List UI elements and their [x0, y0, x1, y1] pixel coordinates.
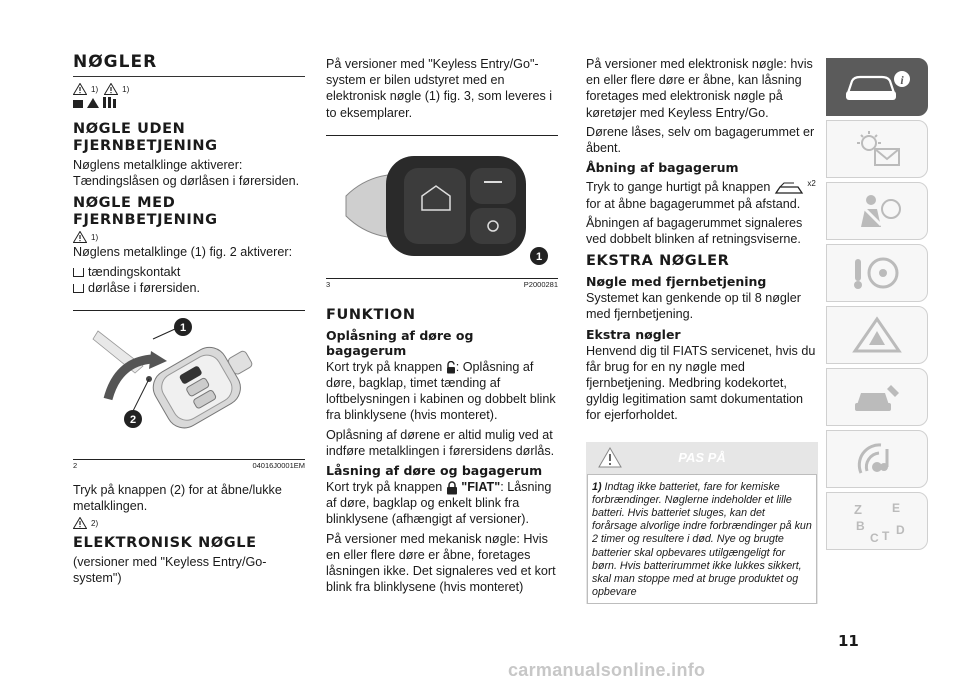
heading-funktion: FUNKTION — [326, 306, 416, 323]
heading-ekstra-nogler: Ekstra nøgler — [586, 326, 681, 342]
text-span: Kort tryk på knappen — [326, 359, 443, 374]
paragraph — [326, 479, 558, 528]
index-letter: Z — [854, 502, 862, 517]
text-span: : Oplåsning af døre, bagklap, timet tænding af loftbelysningen i kabinen og dobbelt blink fra blinklysene (hvis monteret). — [326, 359, 556, 423]
tab-warning-lights[interactable] — [826, 120, 928, 178]
heading-oplasning: Oplåsning af døre og bagagerum — [326, 327, 474, 358]
maintenance-icon — [847, 377, 907, 417]
warning-text: Indtag ikke batteriet, fare for kemiske forbrændinger. Nøglerne indeholder et lille batteri. Hvis batteriet sluges, kan det forårsage alvorlige indre forbrændinger på kun 2 timer og resultere i død. Nye og brugte batterier skal opbevares utilgængeligt for børn. Hvis batterirummet ikke lukkes sikkert, skal man stoppe med at bruge produktet og opbevare — [592, 480, 812, 599]
list-item — [73, 280, 305, 296]
paragraph: Oplåsning af dørene er altid mulig ved at indføre metalklingen i førersidens dørlås. — [326, 427, 555, 458]
paragraph: Tryk på knappen (2) for at åbne/lukke metalklingen. — [73, 482, 282, 513]
warning-triangle-icon — [73, 83, 87, 95]
callout-1: 1 — [535, 250, 543, 263]
x2-label: x2 — [807, 179, 816, 189]
warning-body — [587, 474, 817, 605]
starting-driving-icon — [847, 253, 907, 293]
tab-multimedia[interactable] — [826, 430, 928, 488]
paragraph: På versioner med "Keyless Entry/Go"-system er bilen udstyret med en elektronisk nøgle (1) fig. 3, som leveres i to eksemplarer. — [326, 57, 553, 120]
svg-text:i: i — [900, 73, 904, 87]
paragraph: Nøglens metalklinge aktiverer: Tændingslåsen og dørlåsen i førersiden. — [73, 158, 300, 189]
tab-emergency[interactable] — [826, 306, 928, 364]
tab-car-info[interactable] — [826, 58, 928, 116]
warning-ref: 1) — [122, 84, 130, 94]
figure-caption — [326, 278, 558, 289]
bullet-icon — [73, 284, 84, 293]
smart-key-illustration — [326, 136, 558, 276]
paragraph: Åbningen af bagagerummet signaleres ved dobbelt blinken af retningsviserne. — [586, 215, 803, 247]
watermark: carmanualsonline.info — [508, 660, 706, 680]
index-letter: E — [892, 501, 901, 515]
heading-ekstra: EKSTRA NØGLER — [586, 253, 730, 270]
warning-ref: 1) — [91, 232, 99, 242]
text-span: : Låsning af døre, bagklap og enkelt blink fra blinklysene (afhængigt af versioner). — [326, 480, 552, 527]
text-span: Kort tryk på knappen — [326, 480, 443, 495]
paragraph: (versioner med "Keyless Entry/Go-system") — [73, 555, 267, 586]
safety-icon — [847, 191, 907, 231]
multimedia-icon — [847, 439, 907, 479]
figure-number: 3 — [326, 279, 331, 289]
tab-safety[interactable] — [826, 182, 928, 240]
list-item-text: tændingskontakt — [88, 264, 181, 279]
fiat-label: "FIAT" — [461, 480, 501, 495]
figure-code: 04016J0001EM — [252, 460, 305, 470]
paragraph: Nøglens metalklinge (1) fig. 2 aktiverer: — [73, 245, 293, 260]
trunk-button-icon — [774, 181, 804, 195]
paragraph — [586, 176, 818, 212]
index-icon — [842, 498, 912, 544]
index-letter: D — [896, 523, 905, 537]
warning-refs — [73, 83, 305, 95]
warning-refs — [73, 231, 305, 243]
paragraph: På versioner med elektronisk nøgle: hvis en eller flere døre er åbne, kan låsning foretages med elektronisk nøgle på køretøjer med Keyless Entry/Go. — [586, 57, 813, 120]
heading-med: NØGLE MED FJERNBETJENING — [73, 195, 218, 229]
tab-starting-driving[interactable] — [826, 244, 928, 302]
paragraph — [326, 359, 558, 424]
column-2 — [326, 56, 558, 598]
warning-ref: 2) — [91, 518, 99, 528]
index-letter: B — [856, 519, 865, 533]
warning-triangle-icon — [104, 83, 118, 95]
figure-code: P2000281 — [523, 279, 558, 289]
warning-refs — [73, 517, 305, 529]
flip-key-illustration — [73, 311, 305, 457]
page-number: 11 — [838, 632, 859, 650]
column-3 — [586, 56, 818, 605]
figure-2 — [73, 310, 305, 459]
chapter-tabs — [826, 58, 928, 554]
paragraph: På versioner med mekanisk nøgle: Hvis en eller flere døre er åbne, foretages låsningen ikke. Det signaleres ved et kort blink fra blinklysene (hvis monteret) — [326, 531, 556, 595]
callout-2: 2 — [129, 413, 137, 426]
warning-triangle-icon — [73, 231, 87, 243]
list-item — [73, 264, 305, 280]
heading-abning: Åbning af bagagerum — [586, 160, 739, 176]
text-span: for at åbne bagagerummet på afstand. — [586, 196, 801, 211]
warning-ref: 1) — [91, 84, 99, 94]
unlock-icon — [446, 361, 456, 374]
warning-lights-icon — [847, 129, 907, 169]
paragraph: Dørene låses, selv om bagagerummet er åbent. — [586, 124, 815, 156]
warning-title: PAS PÅ — [678, 450, 726, 466]
paragraph: Henvend dig til FIATS servicenet, hvis du får brug for en ny nøgle med fjernbetjening. Medbring kodekortet, gyldig legitimation samt dokumentation for ejerforholdet. — [586, 343, 816, 423]
figure-caption — [73, 459, 305, 470]
text-span: Tryk to gange hurtigt på knappen — [586, 180, 771, 195]
warning-triangle-icon — [73, 517, 87, 529]
heading-uden: NØGLE UDEN FJERNBETJENING — [73, 121, 218, 154]
tab-maintenance[interactable] — [826, 368, 928, 426]
heading-fjernbetjening: Nøgle med fjernbetjening — [586, 274, 767, 290]
column-1 — [73, 52, 305, 589]
callout-1: 1 — [179, 321, 187, 334]
warning-box — [586, 442, 818, 605]
bullet-icon — [73, 268, 84, 277]
heading-lasning: Låsning af døre og bagagerum — [326, 463, 543, 479]
list-item-text: dørlåse i førersiden. — [88, 280, 200, 295]
section-title: NØGLER — [73, 52, 305, 77]
index-letter: T — [882, 529, 890, 543]
index-letter: C — [870, 531, 879, 544]
figure-3 — [326, 135, 558, 278]
paragraph: Systemet kan genkende op til 8 nøgler med fjernbetjening. — [586, 291, 801, 322]
figure-number: 2 — [73, 460, 78, 470]
car-info-icon — [842, 67, 912, 107]
tab-index[interactable] — [826, 492, 928, 550]
emergency-icon — [847, 315, 907, 355]
lock-icon — [446, 481, 458, 495]
environment-icon — [73, 96, 119, 110]
warning-triangle-icon — [598, 447, 622, 468]
heading-elektronisk: ELEKTRONISK NØGLE — [73, 535, 257, 552]
warning-header — [586, 442, 818, 474]
warning-number: 1) — [592, 480, 602, 493]
